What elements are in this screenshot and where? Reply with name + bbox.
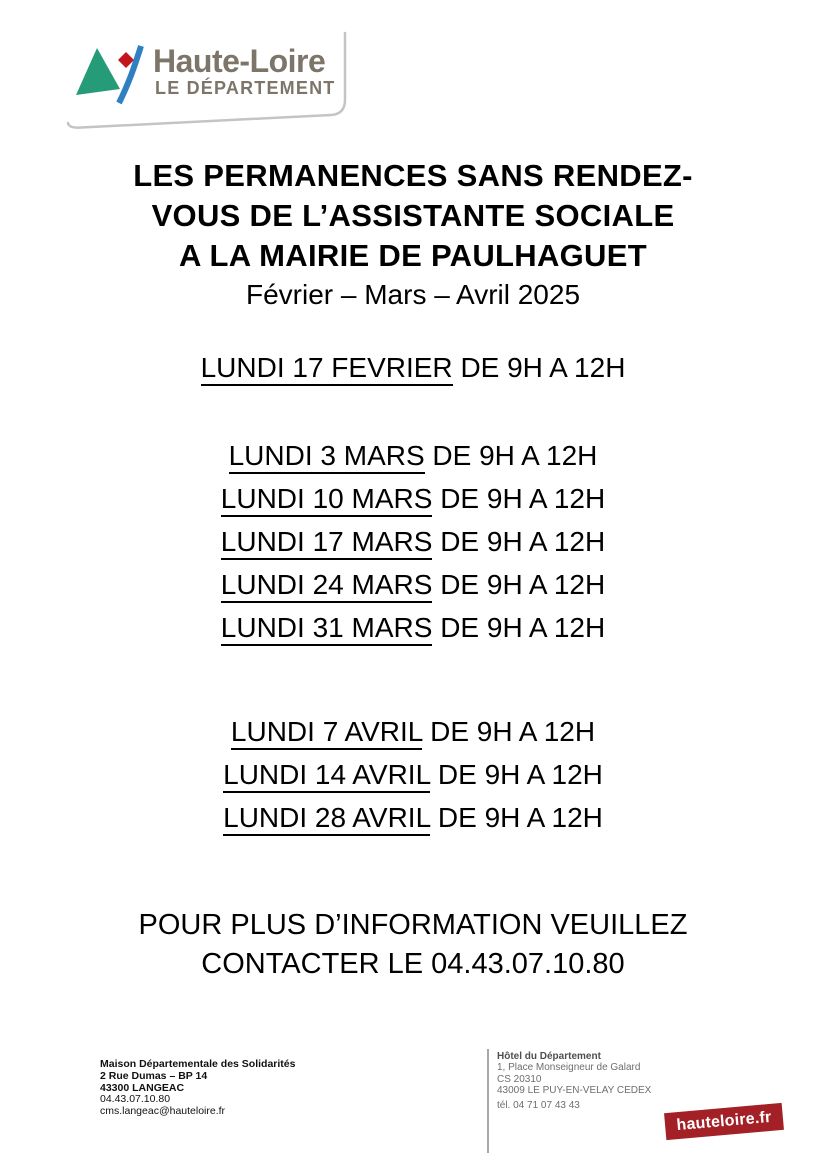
footer-right-address xyxy=(497,1051,651,1111)
schedule-time: DE 9H A 12H xyxy=(432,440,598,471)
schedule-line xyxy=(0,563,826,606)
schedule-line xyxy=(0,520,826,563)
contact-line-2: CONTACTER LE 04.43.07.10.80 xyxy=(201,948,625,980)
schedule-date: LUNDI 17 FEVRIER xyxy=(201,352,453,386)
schedule-time: DE 9H A 12H xyxy=(430,716,596,747)
schedule-group-february xyxy=(0,346,826,389)
hauteloire-fr-banner: hauteloire.fr xyxy=(664,1103,784,1140)
footer-left-email: cms.langeac@hauteloire.fr xyxy=(100,1105,226,1118)
footer-right-phone: tél. 04 71 07 43 43 xyxy=(497,1099,580,1111)
schedule-time: DE 9H A 12H xyxy=(440,526,606,557)
footer-divider xyxy=(487,1049,489,1153)
footer-left-org: Maison Départementale des Solidarités xyxy=(100,1058,296,1070)
schedule-line xyxy=(0,753,826,796)
schedule-group-march xyxy=(0,434,826,649)
footer-right-city: 43009 LE PUY-EN-VELAY CEDEX xyxy=(497,1085,652,1097)
title-line-1: LES PERMANENCES SANS RENDEZ- xyxy=(133,158,693,193)
footer-left-phone: 04.43.07.10.80 xyxy=(100,1093,171,1106)
title-line-2: VOUS DE L’ASSISTANTE SOCIALE xyxy=(151,198,675,233)
logo-wordmark: Haute-Loire xyxy=(153,43,326,79)
page-title xyxy=(0,156,826,276)
schedule-line xyxy=(0,710,826,753)
schedule-line xyxy=(0,796,826,839)
schedule-date: LUNDI 14 AVRIL xyxy=(223,759,430,793)
schedule-date: LUNDI 24 MARS xyxy=(221,569,433,603)
schedule-date: LUNDI 17 MARS xyxy=(221,526,433,560)
footer-right-org: Hôtel du Département xyxy=(497,1051,601,1062)
schedule-date: LUNDI 31 MARS xyxy=(221,612,433,646)
contact-note xyxy=(0,906,826,984)
logo-tagline: LE DÉPARTEMENT xyxy=(155,78,336,98)
schedule-time: DE 9H A 12H xyxy=(440,483,606,514)
contact-line-1: POUR PLUS D’INFORMATION VEUILLEZ xyxy=(138,909,688,941)
title-line-3: A LA MAIRIE DE PAULHAGUET xyxy=(179,238,647,273)
schedule-line xyxy=(0,477,826,520)
footer-left-city: 43300 LANGEAC xyxy=(100,1081,185,1094)
schedule-time: DE 9H A 12H xyxy=(440,612,606,643)
blue-slash-icon xyxy=(119,46,141,103)
footer-left-street: 2 Rue Dumas – BP 14 xyxy=(100,1069,208,1082)
schedule-line xyxy=(0,434,826,477)
footer-right-cs: CS 20310 xyxy=(497,1073,542,1085)
page-subtitle: Février – Mars – Avril 2025 xyxy=(245,279,581,310)
footer-right-street: 1, Place Monseigneur de Galard xyxy=(497,1062,641,1074)
mountain-triangle-icon xyxy=(76,48,120,95)
footer-left-address xyxy=(100,1059,295,1118)
schedule-date: LUNDI 10 MARS xyxy=(221,483,433,517)
schedule-date: LUNDI 28 AVRIL xyxy=(223,802,430,836)
schedule-line xyxy=(0,606,826,649)
schedule-time: DE 9H A 12H xyxy=(440,569,606,600)
schedule-line xyxy=(0,346,826,389)
schedule-group-april xyxy=(0,710,826,839)
schedule-date: LUNDI 7 AVRIL xyxy=(231,716,422,750)
schedule-time: DE 9H A 12H xyxy=(437,759,603,790)
schedule-date: LUNDI 3 MARS xyxy=(229,440,425,474)
schedule-time: DE 9H A 12H xyxy=(460,352,626,383)
schedule-time: DE 9H A 12H xyxy=(437,802,603,833)
